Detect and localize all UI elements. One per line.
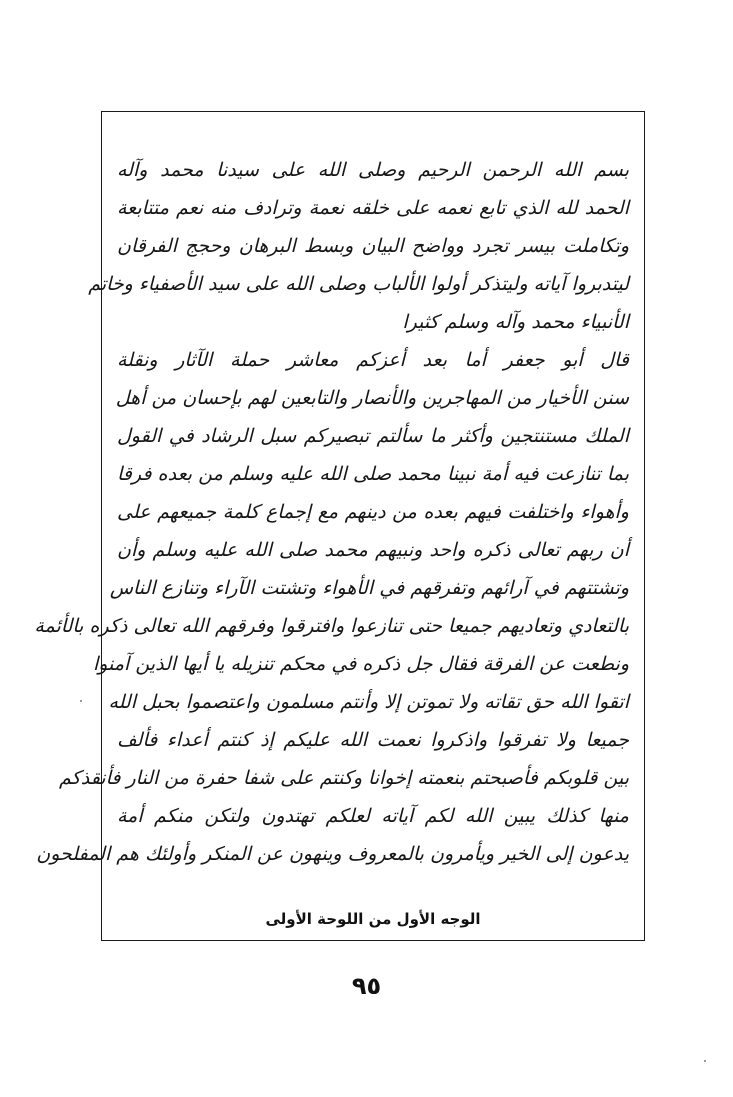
manuscript-line: ليتدبروا آياته وليتذكر أولوا الألباب وصلى الله على سيد الأصفياء وخاتم: [88, 273, 629, 295]
manuscript-line: بين قلوبكم فأصبحتم بنعمته إخوانا وكنتم على شفا حفرة من النار فأنقذكم: [59, 767, 629, 789]
manuscript-line: الملك مستنتجين وأكثر ما سألتم تبصيركم سبل الرشاد في القول: [117, 425, 629, 447]
manuscript-line: بسم الله الرحمن الرحيم وصلى الله على سيدنا محمد وآله: [117, 159, 629, 181]
manuscript-line: الأنبياء محمد وآله وسلم كثيرا: [402, 311, 629, 333]
manuscript-line: وتكاملت بيسر تجرد وواضح البيان وبسط البرهان وحجج الفرقان: [117, 235, 629, 257]
manuscript-line: منها كذلك يبين الله لكم آياته لعلكم تهتدون ولتكن منكم أمة: [117, 805, 629, 827]
scan-speck: [704, 1060, 706, 1062]
manuscript-line: الحمد لله الذي تابع نعمه على خلقه نعمة وترادف منه نعم متتابعة: [117, 197, 629, 219]
plate-caption: الوجه الأول من اللوحة الأولى: [265, 910, 481, 928]
manuscript-line: اتقوا الله حق تقاته ولا تموتن إلا وأنتم مسلمون واعتصموا بحبل الله: [108, 691, 629, 713]
manuscript-line: بما تنازعت فيه أمة نبينا محمد صلى الله عليه وسلم من بعده فرقا: [117, 463, 629, 485]
manuscript-line: يدعون إلى الخير ويأمرون بالمعروف وينهون عن المنكر وأولئك هم المفلحون: [36, 843, 629, 865]
manuscript-line: أن ربهم تعالى ذكره واحد ونبيهم محمد صلى الله عليه وسلم وأن: [117, 539, 629, 561]
manuscript-text-block: [34, 150, 629, 890]
manuscript-line: ونطعت عن الفرقة فقال جل ذكره في محكم تنزيله يا أيها الذين آمنوا: [93, 653, 629, 675]
manuscript-line: وأهواء واختلفت فيهم بعده من دينهم مع إجماع كلمة جميعهم على: [117, 501, 629, 523]
manuscript-line: قال أبو جعفر أما بعد أعزكم معاشر حملة الآثار ونقلة: [117, 349, 629, 371]
manuscript-line: بالتعادي وتعاديهم جميعا حتى تنازعوا وافترقوا وفرقهم الله تعالى ذكره بالأئمة: [34, 615, 629, 637]
manuscript-line: سنن الأخيار من المهاجرين والأنصار والتابعين لهم بإحسان من أهل: [115, 387, 629, 409]
manuscript-line: جميعا ولا تفرقوا واذكروا نعمت الله عليكم إذ كنتم أعداء فألف: [117, 729, 629, 751]
scan-speck: [80, 700, 82, 702]
page-number: ٩٥: [351, 972, 382, 1000]
manuscript-line: وتشتتهم في آرائهم وتفرقهم في الأهواء وتشتت الآراء وتنازع الناس: [109, 577, 629, 599]
